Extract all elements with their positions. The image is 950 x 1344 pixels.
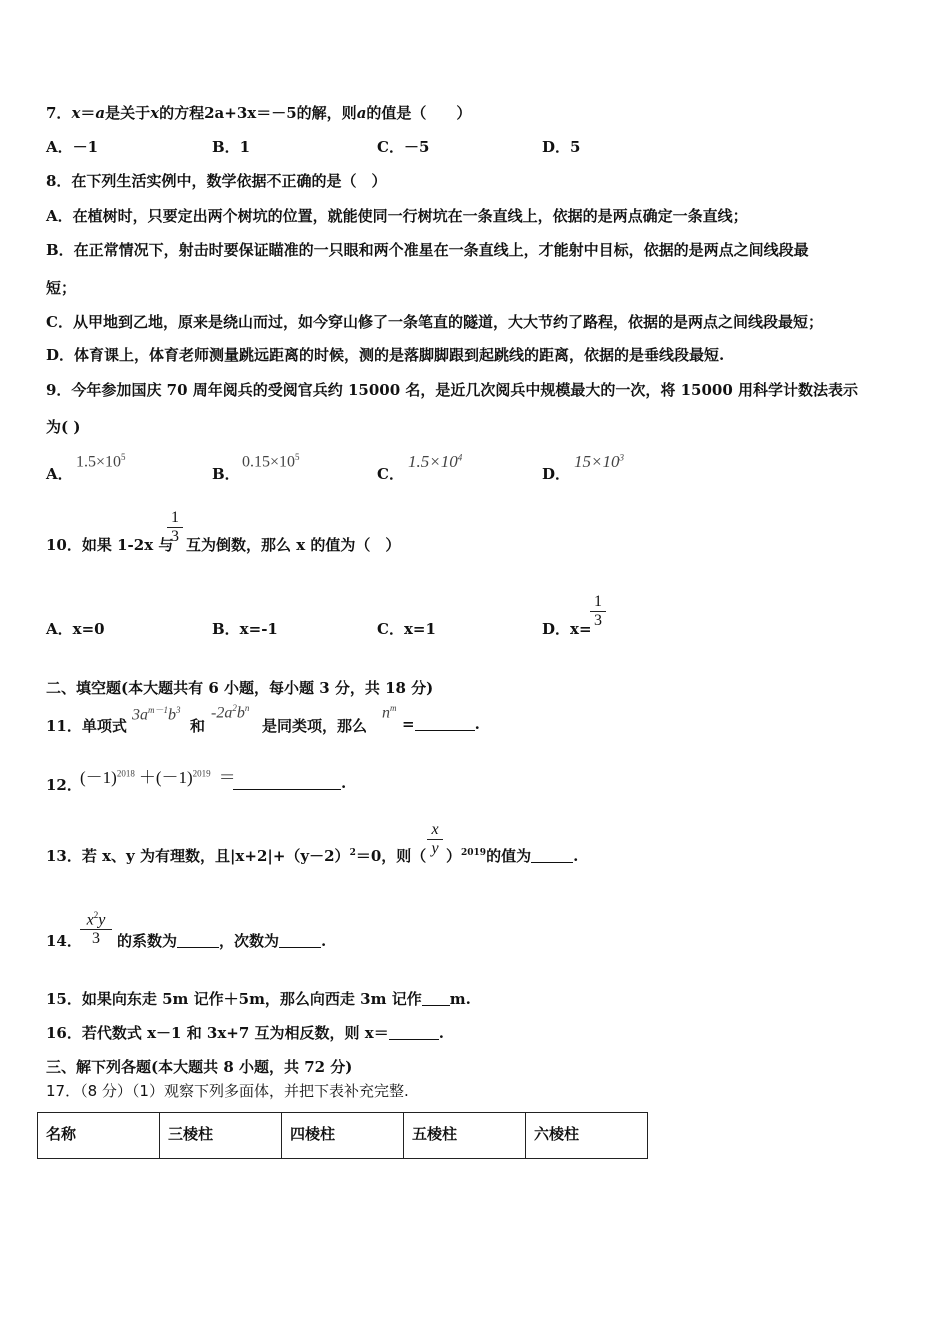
q10-option-a: A．x=0 — [46, 620, 105, 638]
q10-option-d-label: D．x= — [542, 620, 592, 638]
q14-degree-blank[interactable] — [279, 933, 321, 948]
q14-fraction: $x^2y$ 3 — [80, 906, 112, 948]
q9-option-c-value: $1.5\times 10^4$ — [408, 452, 463, 471]
question-10-prefix: 10．如果 1-2x 与 — [46, 536, 174, 554]
q7-option-a: A．－1 — [46, 138, 99, 156]
question-17: 17．（8 分）（1）观察下列多面体，并把下表补充完整. — [46, 1082, 409, 1100]
question-11-prefix: 11．单项式 — [46, 717, 127, 735]
q7-option-b: B．1 — [212, 138, 251, 156]
q13-answer-blank[interactable] — [531, 848, 573, 863]
q10-option-b: B．x=-1 — [212, 620, 278, 638]
q10-option-d-fraction: 1 3 — [590, 593, 606, 630]
q9-option-c-label: C． — [377, 465, 404, 483]
q9-option-d-label: D． — [542, 465, 571, 483]
q12-expression: $(-1)^{2018} +(-1)^{2019}$ ＝ — [80, 768, 236, 787]
question-7-stem: 7．x＝a是关于x的方程2a+3x＝－5的解，则a的值是（ ） — [46, 104, 472, 122]
polyhedra-table — [37, 1112, 648, 1159]
q8-option-b-line1: B．在正常情况下，射击时要保证瞄准的一只眼和两个准星在一条直线上，才能射中目标，依据的是两点之间线段最 — [46, 241, 809, 259]
q9-option-b-label: B． — [212, 465, 240, 483]
q7-option-d: D．5 — [542, 138, 581, 156]
q9-option-b-value: $0.15\times 10^5$ — [242, 452, 300, 471]
table-row — [38, 1113, 648, 1159]
question-9-stem-line1: 9．今年参加国庆 70 周年阅兵的受阅官兵约 15000 名，是近几次阅兵中规模最大的一次，将 15000 用科学计数法表示 — [46, 381, 859, 399]
table-header-hexagonal-prism: 六棱柱 — [526, 1113, 648, 1159]
q16-answer-blank[interactable] — [389, 1025, 439, 1040]
q7-option-c: C．－5 — [377, 138, 430, 156]
q8-option-b-line2: 短； — [46, 279, 77, 297]
q11-term-2: $-2a^2b^n$ — [211, 703, 250, 722]
q14-coefficient-blank[interactable] — [177, 933, 219, 948]
question-14-text: 的系数为 ，次数为 . — [117, 932, 327, 950]
q8-option-d: D．体育课上，体育老师测量跳远距离的时候，测的是落脚脚跟到起跳线的距离，依据的是垂线段最短. — [46, 346, 725, 364]
q10-fraction: 1 3 — [167, 509, 183, 546]
q11-answer-blank[interactable] — [415, 716, 475, 731]
q15-answer-blank[interactable] — [422, 991, 450, 1006]
table-header-triangular-prism: 三棱柱 — [160, 1113, 282, 1159]
q12-answer-blank[interactable] — [233, 775, 341, 790]
q11-n-power: $n^m$ — [382, 703, 397, 722]
question-14-number: 14． — [46, 932, 82, 950]
table-header-name: 名称 — [38, 1113, 160, 1159]
q11-middle-text: 是同类项，那么 — [262, 717, 368, 735]
question-16: 16．若代数式 x－1 和 3x+7 互为相反数，则 x＝ . — [46, 1024, 444, 1042]
question-9-stem-line2: 为( ) — [46, 418, 81, 436]
q10-option-c: C．x=1 — [377, 620, 436, 638]
q9-option-d-value: $15\times 10^3$ — [574, 452, 624, 471]
q11-term-1: $3a^{m-1}b^3$ — [132, 705, 181, 724]
q8-option-c: C．从甲地到乙地，原来是绕山而过，如今穿山修了一条笔直的隧道，大大节约了路程，依据的是两点之间线段最短； — [46, 313, 823, 331]
q12-answer: . — [233, 774, 346, 792]
table-header-quadrangular-prism: 四棱柱 — [282, 1113, 404, 1159]
q9-option-a-label: A． — [46, 465, 73, 483]
question-10-suffix: 互为倒数，那么 x 的值为（ ） — [186, 536, 401, 554]
question-13-prefix: 13．若 x、y 为有理数，且$|x+2|+(y-2)^2=0$，则（ — [46, 847, 427, 865]
q11-and: 和 — [190, 717, 206, 735]
q8-option-a: A．在植树时，只要定出两个树坑的位置，就能使同一行树坑在一条直线上，依据的是两点确定一条直线； — [46, 207, 748, 225]
section-3-heading: 三、解下列各题(本大题共 8 小题，共 72 分) — [46, 1058, 353, 1076]
question-15: 15．如果向东走 5m 记作＋5m，那么向西走 3m 记作 m. — [46, 990, 471, 1008]
question-13-suffix: ）$^{2019}$的值为 . — [446, 847, 579, 865]
section-2-heading: 二、填空题(本大题共有 6 小题，每小题 3 分，共 18 分) — [46, 679, 434, 697]
question-8-stem: 8．在下列生活实例中，数学依据不正确的是（ ） — [46, 172, 387, 190]
q11-answer: = . — [402, 715, 480, 733]
question-12-number: 12． — [46, 776, 82, 794]
q13-fraction: x y — [427, 821, 443, 858]
table-header-pentagonal-prism: 五棱柱 — [404, 1113, 526, 1159]
q9-option-a-value: $1.5\times 10^5$ — [76, 452, 126, 471]
